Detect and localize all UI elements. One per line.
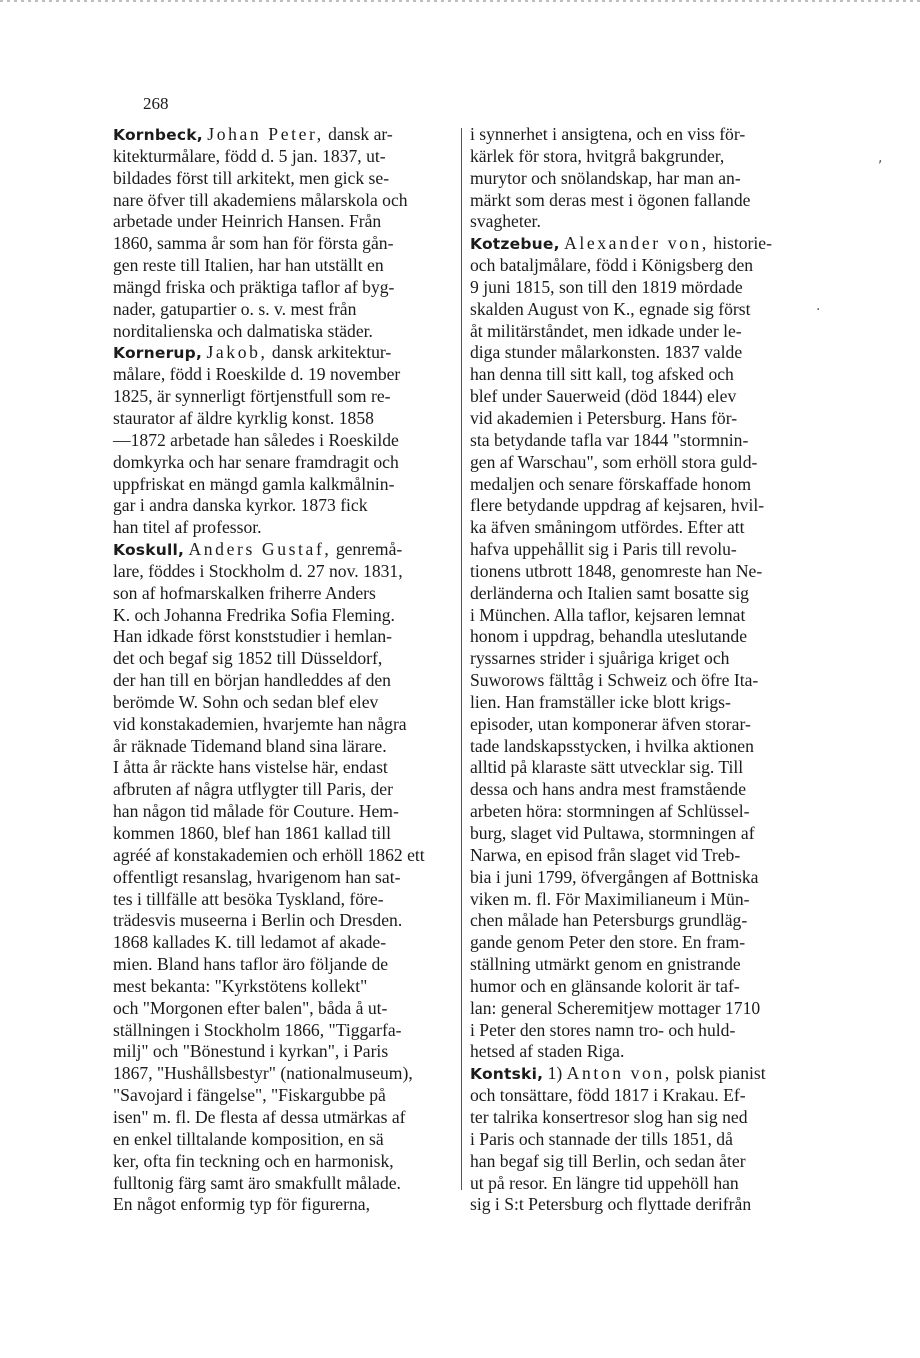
text-line [113,321,459,343]
line-text: det och begaf sig 1852 till Düsseldorf, [113,648,383,669]
line-text: och bataljmålare, född i Königsberg den [470,255,754,276]
line-text: i synnerhet i ansigtena, och en viss för- [470,124,746,144]
text-line [113,779,459,801]
text-line [470,954,807,976]
line-text: I åtta år räckte hans vistelse här, endast [113,757,388,778]
text-line [470,539,807,561]
column-divider [461,128,462,1190]
line-text: gande genom Peter den store. En fram- [470,932,746,953]
text-line [113,583,459,605]
text-line [470,342,807,364]
text-line [113,1129,459,1151]
line-text: der han till en början handleddes af den [113,670,391,691]
entry-headword: Kotzebue, [470,235,560,254]
text-line [113,736,459,758]
text-line [113,168,459,190]
text-line [113,998,459,1020]
line-text: åt militärståndet, men idkade under le- [470,320,742,341]
text-line [113,474,459,496]
line-text: tade landskapsstycken, i hvilka aktionen [470,735,754,756]
text-line [113,1020,459,1042]
text-line [113,299,459,321]
line-text: lan: general Scheremitjew mottager 1710 [470,997,761,1018]
line-text: 1) [547,1063,563,1084]
line-text: agréé af konstakademien och erhöll 1862 ett [113,844,425,865]
text-line [470,910,807,932]
entry-name: Alexander von, [564,233,709,254]
margin-speck-1: , [878,150,883,166]
entry-headword: Kornbeck, [113,126,203,144]
text-line [470,561,807,583]
line-text: fulltonig färg samt äro smakfullt målade. [113,1172,401,1193]
line-text: ker, ofta fin teckning och en harmonisk, [113,1150,394,1171]
text-line [113,1041,459,1063]
text-line [113,561,459,583]
text-line [113,823,459,845]
line-text: arbetade under Heinrich Hansen. Från [113,211,382,232]
line-text: berömde W. Sohn och sedan blef elev [113,691,379,712]
line-text: polsk pianist [676,1063,766,1084]
text-line [113,626,459,648]
line-text: staurator af äldre kyrklig konst. 1858 [113,407,374,428]
text-line [470,1063,807,1085]
text-line [470,146,807,168]
line-text: bildades först till arkitekt, men gick se- [113,167,390,188]
line-text: ut på resor. En längre tid uppehöll han [470,1172,739,1193]
line-text: afbruten af några utflygter till Paris, der [113,779,393,800]
text-line [113,408,459,430]
line-text: alltid på klaraste sätt utvecklar sig. Till [470,757,744,778]
line-text: gar i andra danska kyrkor. 1873 fick [113,495,368,516]
line-text: genremå- [335,539,403,560]
line-text: tes i tillfälle att besöka Tyskland, före- [113,888,384,909]
line-text: humor och en glänsande kolorit är taf- [470,975,740,996]
line-text: viken m. fl. För Maximilianeum i Mün- [470,888,750,909]
text-line [113,1063,459,1085]
text-line [113,976,459,998]
text-line [470,190,807,212]
line-text: gen reste till Italien, har han utställt en [113,255,384,276]
line-text: vid akademien i Petersburg. Hans för- [470,407,738,428]
line-text: milj" och "Bönestund i kyrkan", i Paris [113,1041,389,1062]
line-text: burg, slaget vid Pultawa, stormningen af [470,823,755,843]
line-text: murytor och snölandskap, har man an- [470,167,741,188]
page-number: 268 [143,94,169,113]
text-line [470,1151,807,1173]
text-line [113,452,459,474]
text-line [113,1107,459,1129]
line-text: han denna till sitt kall, tog afsked och [470,364,734,385]
line-text: gen af Warschau", som erhöll stora guld- [470,451,758,472]
text-line [470,233,807,255]
text-line [470,364,807,386]
text-line [113,364,459,386]
text-line [470,1041,807,1063]
text-line [470,1173,807,1195]
line-text: kommen 1860, blef han 1861 kallad till [113,823,392,843]
text-line [470,648,807,670]
line-text: sig i S:t Petersburg och flyttade derifrån [470,1194,752,1215]
text-line [113,932,459,954]
text-line [470,255,807,277]
line-text: svagheter. [470,211,541,232]
text-line [470,124,807,146]
text-line [470,845,807,867]
line-text: lare, föddes i Stockholm d. 27 nov. 1831, [113,560,403,581]
line-text: arbeten höra: stormningen af Schlüssel- [470,801,750,822]
line-text: blef under Sauerweid (död 1844) elev [470,386,737,407]
text-line [113,190,459,212]
line-text: uppfriskat en mängd gamla kalkmålnin- [113,473,395,494]
line-text: hafva uppehållit sig i Paris till revolu- [470,539,737,560]
line-text: son af hofmarskalken friherre Anders [113,582,376,603]
margin-speck-2: · [816,302,821,318]
text-line [470,277,807,299]
line-text: tionens utbrott 1848, genomreste han Ne- [470,560,763,581]
line-text: episoder, utan komponerar äfven storar- [470,713,751,734]
text-line [470,517,807,539]
line-text: lien. Han framställer icke blott krigs- [470,691,731,712]
line-text: han titel af professor. [113,517,262,538]
text-line [470,1107,807,1129]
text-line [113,1173,459,1195]
text-line [470,1020,807,1042]
line-text: Han idkade först konststudier i hemlan- [113,626,392,647]
text-line [113,124,459,146]
text-line [113,757,459,779]
line-text: målare, född i Roeskilde d. 19 november [113,364,401,385]
line-text: K. och Johanna Fredrika Sofia Fleming. [113,604,395,625]
text-line [113,386,459,408]
text-line [470,583,807,605]
text-line [470,736,807,758]
text-line [470,1085,807,1107]
text-line [470,1194,807,1216]
text-line [113,233,459,255]
text-line [113,1085,459,1107]
text-line [113,605,459,627]
text-line [113,910,459,932]
text-line [470,321,807,343]
line-text: mien. Bland hans taflor äro följande de [113,954,389,975]
text-line [470,779,807,801]
entry-name: Jakob, [206,342,268,363]
line-text: ter talrika konsertresor slog han sig ned [470,1106,748,1127]
text-line [470,168,807,190]
text-line [470,889,807,911]
text-line [470,801,807,823]
text-line [470,452,807,474]
line-text: i Paris och stannade der tills 1851, då [470,1128,733,1149]
entry-name: Anders Gustaf, [188,539,332,560]
text-line [113,714,459,736]
text-line [113,495,459,517]
text-line [470,430,807,452]
line-text: dessa och hans andra mest framstående [470,779,747,800]
line-text: ryssarnes strider i sjuåriga kriget och [470,648,730,669]
line-text: diga stunder målarkonsten. 1837 valde [470,342,743,363]
text-line [470,1129,807,1151]
line-text: dansk ar- [328,124,393,144]
text-line [470,299,807,321]
line-text: —1872 arbetade han således i Roeskilde [113,429,399,450]
line-text: han någon tid målade för Couture. Hem- [113,801,399,822]
line-text: han begaf sig till Berlin, och sedan åter [470,1150,746,1171]
text-line [113,342,459,364]
text-line [470,867,807,889]
line-text: trädesvis museerna i Berlin och Dresden. [113,910,403,931]
line-text: historie- [713,233,772,254]
line-text: 1867, "Hushållsbestyr" (nationalmuseum), [113,1063,413,1084]
text-line [113,801,459,823]
line-text: Narwa, en episod från slaget vid Treb- [470,844,741,865]
text-line [113,146,459,168]
text-line [113,648,459,670]
entry-name: Johan Peter, [207,124,324,144]
line-text: kitekturmålare, född d. 5 jan. 1837, ut- [113,145,386,166]
line-text: och "Morgonen efter balen", båda å ut- [113,997,388,1018]
text-line [470,670,807,692]
line-text: mest bekanta: "Kyrkstötens kollekt" [113,975,368,996]
line-text: domkyrka och har senare framdragit och [113,451,399,472]
scan-edge [0,0,920,2]
text-line [113,517,459,539]
line-text: en enkel tilltalande komposition, en sä [113,1128,384,1149]
line-text: nader, gatupartier o. s. v. mest från [113,298,357,319]
text-line [113,845,459,867]
entry-headword: Kornerup, [113,344,203,363]
text-line [470,998,807,1020]
line-text: vid konstakademien, hvarjemte han några [113,713,407,734]
line-text: år räknade Tidemand bland sina lärare. [113,735,387,756]
line-text: norditalienska och dalmatiska städer. [113,320,373,341]
text-line [113,670,459,692]
line-text: "Savojard i fängelse", "Fiskargubbe på [113,1085,386,1106]
line-text: offentligt resanslag, hvarigenom han sat- [113,866,401,887]
text-line [470,605,807,627]
line-text: sta betydande tafla var 1844 "stormnin- [470,429,749,450]
text-line [470,692,807,714]
line-text: En något enformig typ för figurerna, [113,1194,370,1215]
line-text: Suworows fälttåg i Schweiz och öfre Ita- [470,670,759,691]
line-text: honom i uppdrag, behandla uteslutande [470,626,748,647]
text-line [470,823,807,845]
line-text: märkt som deras mest i ögonen fallande [470,189,751,210]
entry-name: Anton von, [566,1063,672,1084]
text-line [113,1194,459,1216]
line-text: i München. Alla taflor, kejsaren lemnat [470,604,746,625]
entry-headword: Kontski, [470,1065,544,1084]
line-text: hetsed af staden Riga. [470,1041,625,1062]
line-text: ställningen i Stockholm 1866, "Tiggarfa- [113,1019,402,1040]
line-text: mängd friska och präktiga taflor af byg- [113,276,395,297]
line-text: derländerna och Italien samt bosatte sig [470,582,749,603]
text-line [113,1151,459,1173]
text-line [113,692,459,714]
right-column [470,124,807,1216]
left-column [113,124,459,1216]
line-text: isen" m. fl. De flesta af dessa utmärkas af [113,1106,406,1127]
text-line [470,932,807,954]
line-text: dansk arkitektur- [271,342,392,363]
text-line [113,211,459,233]
line-text: chen målade han Petersburgs grundläg- [470,910,748,931]
text-line [470,714,807,736]
line-text: kärlek för stora, hvitgrå bakgrunder, [470,145,725,166]
text-line [113,277,459,299]
text-line [470,495,807,517]
text-line [470,408,807,430]
text-line [470,626,807,648]
entry-headword: Koskull, [113,541,185,560]
line-text: ställning utmärkt genom en gnistrande [470,954,741,975]
text-line [470,757,807,779]
text-line [113,255,459,277]
line-text: ka äfven småningom utfördes. Efter att [470,517,745,538]
text-line [470,474,807,496]
text-line [113,889,459,911]
line-text: 1860, samma år som han för första gån- [113,233,394,254]
line-text: bia i juni 1799, öfvergången af Bottniska [470,866,759,887]
line-text: flere betydande uppdrag af kejsaren, hvil- [470,495,765,516]
text-line [470,386,807,408]
text-line [113,539,459,561]
line-text: medaljen och senare förskaffade honom [470,473,752,494]
line-text: skalden August von K., egnade sig först [470,298,751,319]
line-text: 9 juni 1815, son till den 1819 mördade [470,276,743,297]
text-line [470,976,807,998]
text-line [470,211,807,233]
line-text: 1825, är synnerligt förtjenstfull som re- [113,386,391,407]
line-text: 1868 kallades K. till ledamot af akade- [113,932,387,953]
text-line [113,430,459,452]
line-text: nare öfver till akademiens målarskola och [113,189,408,210]
line-text: och tonsättare, född 1817 i Krakau. Ef- [470,1085,746,1106]
text-line [113,867,459,889]
text-line [113,954,459,976]
line-text: i Peter den stores namn tro- och huld- [470,1019,736,1040]
